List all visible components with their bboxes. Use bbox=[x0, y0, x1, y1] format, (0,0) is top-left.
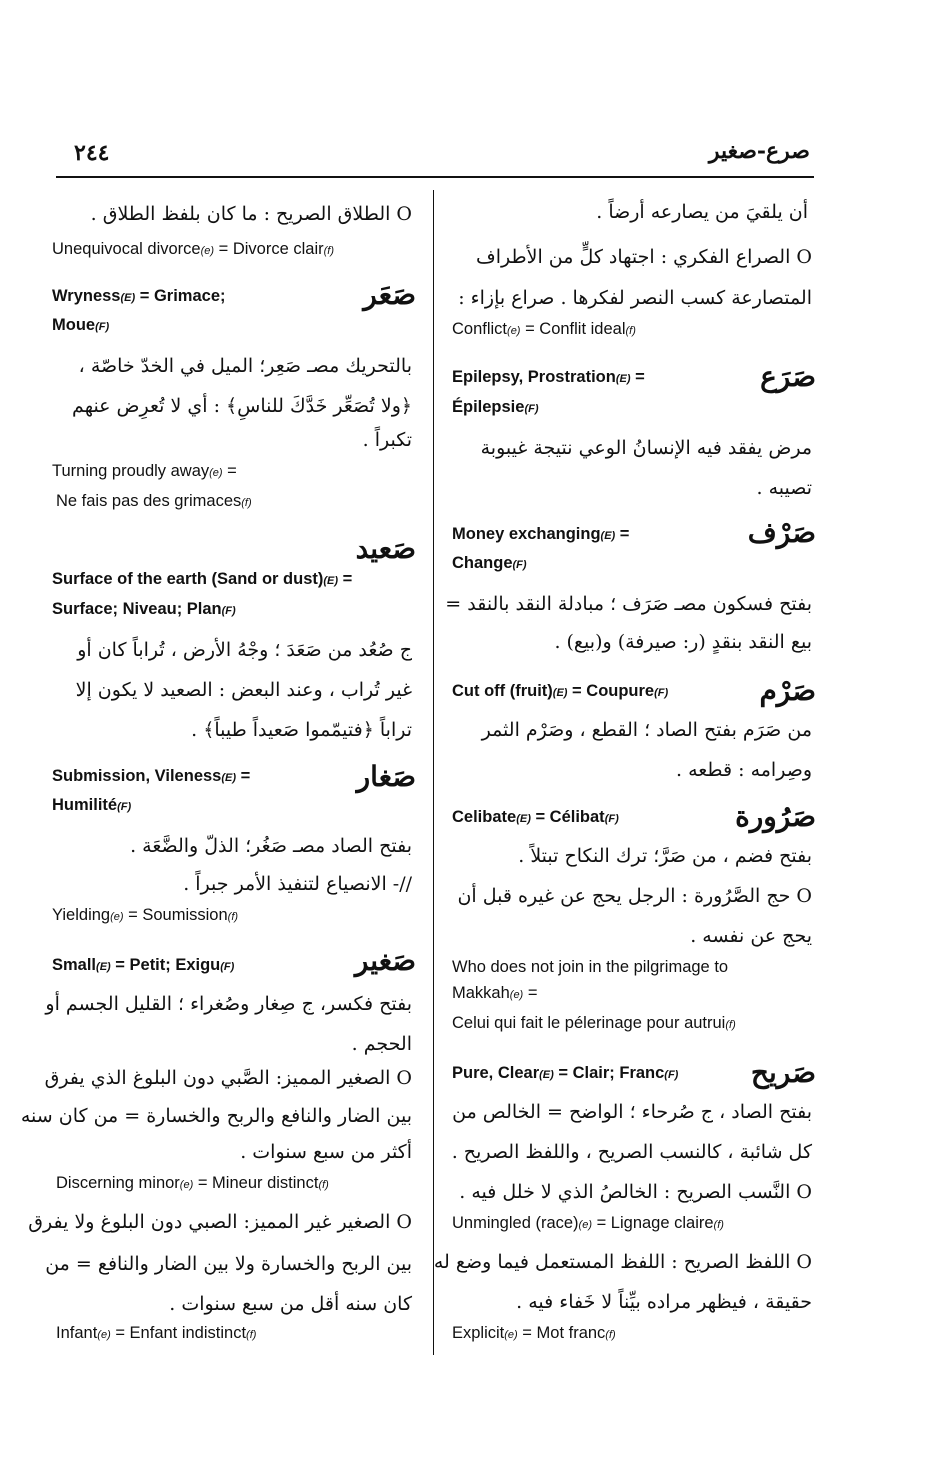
english-equivalent: Turning proudly away(e) = bbox=[52, 462, 237, 480]
arabic-line: بفتح فكسر، ج صِغار وصُغراء ؛ القليل الجسم أو bbox=[45, 993, 412, 1015]
entry-translation: Wryness(E) = Grimace; bbox=[52, 287, 226, 305]
arabic-line: بالتحريك مصـ صَعِر؛ الميل في الخدّ خاصّة ، bbox=[78, 355, 412, 377]
arabic-line: O النَّسب الصريح : الخالصُ الذي لا خلل فيه . bbox=[459, 1181, 812, 1203]
english-equivalent: Who does not join in the pilgrimage to bbox=[452, 958, 729, 976]
entry-translation: Epilepsy, Prostration(E) = bbox=[452, 368, 645, 386]
arabic-line: حقيقة ، فيظهر مراده بيِّناً لا خَفاء فيه . bbox=[516, 1291, 812, 1313]
entry-translation: Surface; Niveau; Plan(F) bbox=[52, 600, 236, 618]
arabic-line: بفتح الصاد مصـ صَغُر؛ الذلّ والضَّعَة . bbox=[130, 835, 412, 857]
arabic-line: O حج الصَّرُورة : الرجل يحج عن غيره قبل أن bbox=[457, 885, 812, 907]
arabic-line: بفتح الصاد ، ج صُرحاء ؛ الواضح = الخالص من bbox=[452, 1101, 812, 1123]
arabic-line: بفتح فضم ، من صَرَّ؛ ترك النكاح تبتلاً . bbox=[518, 845, 812, 867]
arabic-line: تراباً ﴿فتيمّموا صَعيداً طيباً﴾ . bbox=[191, 719, 412, 741]
arabic-line: بين الربح والخسارة ولا بين الضار والنافع = من bbox=[45, 1253, 412, 1275]
arabic-line: //- الانصياع لتنفيذ الأمر جبراً . bbox=[183, 873, 412, 895]
entry-translation: Small(E) = Petit; Exigu(F) bbox=[52, 956, 235, 974]
entry-translation: Humilité(F) bbox=[52, 796, 132, 814]
french-equivalent: Celui qui fait le pélerinage pour autrui(f) bbox=[452, 1014, 736, 1032]
entry-translation: Pure, Clear(E) = Clair; Franc(F) bbox=[452, 1064, 679, 1082]
arabic-line: ج صُعُد من صَعَدَ ؛ وجْهُ الأرض ، تُراباً كان أو bbox=[77, 639, 412, 661]
english-equivalent: Conflict(e) = Conflit ideal(f) bbox=[452, 320, 636, 338]
running-head: صرع-صغير bbox=[708, 138, 810, 164]
arabic-line: O اللفظ الصريح : اللفظ المستعمل فيما وضع له bbox=[433, 1251, 812, 1273]
arabic-line: كان سنه أقل من سبع سنوات . bbox=[169, 1293, 412, 1315]
headword: صَرُورة bbox=[735, 800, 816, 833]
headword: صَعيد bbox=[355, 532, 416, 565]
arabic-line: تكبراً . bbox=[362, 429, 412, 451]
headword: صَرْم bbox=[759, 674, 816, 707]
entry-translation: Submission, Vileness(E) = bbox=[52, 767, 251, 785]
headword: صَعَر bbox=[363, 278, 416, 311]
entry-translation: Moue(F) bbox=[52, 316, 110, 334]
arabic-line: بيع النقد بنقدٍ (ر: صيرفة) و(بيع) . bbox=[554, 631, 812, 653]
entry-translation: Surface of the earth (Sand or dust)(E) = bbox=[52, 570, 353, 588]
english-equivalent: Explicit(e) = Mot franc(f) bbox=[452, 1324, 616, 1342]
arabic-line: أكثر من سبع سنوات . bbox=[240, 1141, 412, 1163]
arabic-line: وصِرامه : قطعه . bbox=[675, 759, 812, 781]
english-equivalent: Unmingled (race)(e) = Lignage claire(f) bbox=[452, 1214, 724, 1232]
headword: صَغار bbox=[356, 760, 416, 793]
arabic-line: بفتح فسكون مصـ صَرَف ؛ مبادلة النقد بالنقد = bbox=[445, 593, 812, 615]
arabic-line: يحج عن نفسه . bbox=[690, 925, 812, 947]
arabic-line: كل شائبة ، كالنسب الصريح ، واللفظ الصريح . bbox=[451, 1141, 812, 1163]
arabic-line: أن يلقيَ من يصارعه أرضاً . bbox=[596, 201, 808, 223]
entry-translation: Money exchanging(E) = bbox=[452, 525, 630, 543]
arabic-line: من صَرَم بفتح الصاد ؛ القطع ، وصَرْم الثمر bbox=[481, 719, 812, 741]
english-equivalent: Yielding(e) = Soumission(f) bbox=[52, 906, 239, 924]
entry-translation: Épilepsie(F) bbox=[452, 398, 539, 416]
header-rule bbox=[56, 176, 814, 178]
arabic-line: O الصغير غير المميز: الصبي دون البلوغ ولا يفرق bbox=[28, 1211, 412, 1233]
entry-translation: Celibate(E) = Célibat(F) bbox=[452, 808, 619, 826]
arabic-line: المتصارعة كسب النصر لفكرها . صراع بإزاء : bbox=[458, 287, 812, 309]
arabic-line: ﴿ولا تُصَعِّر خَدَّكَ للناسِ﴾ : أي لا تُعرِض عنهم bbox=[72, 395, 412, 417]
arabic-line: الحجم . bbox=[351, 1033, 412, 1055]
arabic-line: غير تُراب ، وعند البعض : الصعيد لا يكون إلا bbox=[75, 679, 412, 701]
arabic-line: تصيبه . bbox=[756, 477, 812, 499]
headword: صَريح bbox=[750, 1056, 816, 1089]
headword: صَرْف bbox=[747, 516, 816, 549]
headword: صَغير bbox=[354, 944, 416, 977]
page-number: ٢٤٤ bbox=[74, 140, 110, 166]
headword: صَرَع bbox=[760, 360, 816, 393]
arabic-line: بين الضار والنافع والربح والخسارة = من كان سنه bbox=[20, 1105, 412, 1127]
page-header bbox=[56, 138, 812, 174]
english-equivalent: Makkah(e) = bbox=[452, 984, 538, 1002]
entry-translation: Change(F) bbox=[452, 554, 527, 572]
arabic-line: O الصغير المميز: الصَّبي دون البلوغ الذي يفرق bbox=[44, 1067, 412, 1089]
entry-translation: Cut off (fruit)(E) = Coupure(F) bbox=[452, 682, 669, 700]
english-equivalent: Infant(e) = Enfant indistinct(f) bbox=[56, 1324, 257, 1342]
english-equivalent: Discerning minor(e) = Mineur distinct(f) bbox=[56, 1174, 329, 1192]
column-divider bbox=[433, 190, 434, 1355]
english-equivalent: Unequivocal divorce(e) = Divorce clair(f) bbox=[52, 240, 335, 258]
french-equivalent: Ne fais pas des grimaces(f) bbox=[56, 492, 252, 510]
arabic-line: مرض يفقد فيه الإنسانُ الوعي نتيجة غيبوبة bbox=[480, 437, 812, 459]
arabic-line: O الطلاق الصريح : ما كان بلفظ الطلاق . bbox=[90, 203, 412, 225]
arabic-line: O الصراع الفكري : اجتهاد كلٍّ من الأطراف bbox=[476, 246, 812, 268]
